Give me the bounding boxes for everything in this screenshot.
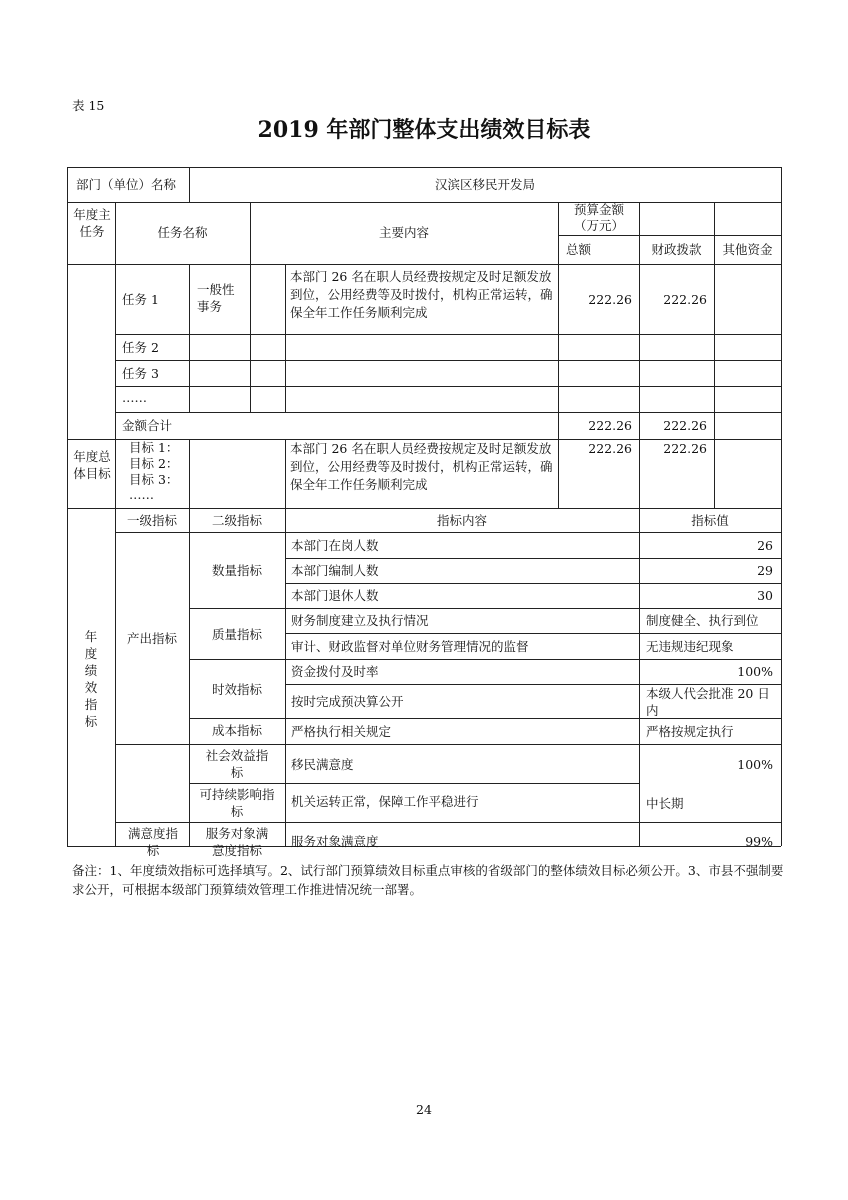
indicator-content: 本部门编制人数: [291, 563, 379, 578]
indicator-content: 移民满意度: [291, 757, 354, 772]
overall-fiscal: 222.26: [663, 441, 707, 456]
indicator-value: 26: [757, 538, 773, 553]
output-indicator-label: 产出指标: [126, 631, 177, 646]
goal-item: ……: [129, 487, 154, 502]
sum-total: 222.26: [588, 418, 632, 433]
goal-item: 目标 2：: [129, 456, 179, 471]
indicator-value: 100%: [737, 757, 773, 772]
timeliness-indicator-label: 时效指标: [211, 682, 262, 697]
task-name: 任务 3: [122, 366, 159, 381]
task-name-header: 任务名称: [157, 225, 208, 240]
indicator-content: 资金拨付及时率: [291, 664, 379, 679]
total-header: 总额: [566, 242, 592, 257]
indicator-content: 按时完成预决算公开: [291, 694, 404, 709]
indicator-value: 29: [757, 563, 773, 578]
indicator-content: 严格执行相关规定: [291, 724, 392, 739]
indicator-value: 制度健全、执行到位: [646, 613, 759, 628]
task-fiscal: 222.26: [663, 292, 707, 307]
sum-fiscal: 222.26: [663, 418, 707, 433]
footnote: 备注：1、年度绩效指标可选择填写。2、试行部门预算绩效目标重点审核的省级部门的整体绩效目标必须公开。3、市县不强制要求公开，可根据本级部门预算绩效管理工作推进情况统一部署。: [72, 863, 784, 897]
dept-label: 部门（单位）名称: [76, 177, 177, 192]
level1-header: 一级指标: [126, 513, 177, 528]
other-header: 其他资金: [722, 242, 773, 257]
task-content: 本部门 26 名在职人员经费按规定及时足额发放到位，公用经费等及时拨付，机构正常运转，确保全年工作任务顺利完成: [290, 269, 553, 320]
value-header: 指标值: [691, 513, 729, 528]
indicator-content: 本部门在岗人数: [291, 538, 379, 553]
task-name: ……: [122, 390, 147, 405]
indicator-content: 财务制度建立及执行情况: [291, 613, 429, 628]
indicator-value: 无违规违纪现象: [646, 639, 734, 654]
overall-goal-label: 年度总体目标: [73, 449, 111, 481]
content-header: 指标内容: [436, 513, 487, 528]
quality-indicator-label: 质量指标: [211, 627, 262, 642]
indicator-value: 本级人代会批准 20 日内: [646, 686, 770, 718]
dept-name: 汉滨区移民开发局: [434, 177, 535, 192]
overall-content: 本部门 26 名在职人员经费按规定及时足额发放到位，公用经费等及时拨付，机构正常运转，确保全年工作任务顺利完成: [290, 441, 553, 492]
task-type: 一般性事务: [197, 282, 235, 314]
sustainability-label: 可持续影响指标: [199, 787, 275, 819]
indicator-value: 中长期: [646, 796, 684, 811]
task-name: 任务 2: [122, 340, 159, 355]
indicator-value: 严格按规定执行: [646, 724, 734, 739]
page-title: 2019 年部门整体支出绩效目标表: [257, 117, 591, 143]
social-benefit-label: 社会效益指标: [205, 748, 269, 780]
service-satisfaction-label: 服务对象满意度指标: [205, 826, 269, 858]
overall-total: 222.26: [588, 441, 632, 456]
sum-label: 金额合计: [122, 418, 173, 433]
level2-header: 二级指标: [211, 513, 262, 528]
indicator-content: 服务对象满意度: [291, 834, 379, 849]
quantity-indicator-label: 数量指标: [211, 563, 262, 578]
indicator-value: 99%: [745, 834, 773, 849]
main-content-header: 主要内容: [378, 225, 429, 240]
satisfaction-indicator-label: 满意度指标: [128, 826, 179, 858]
indicator-value: 100%: [737, 664, 773, 679]
indicator-value: 30: [757, 588, 773, 603]
indicator-section-label: 年度绩效指标: [84, 629, 98, 729]
task-total: 222.26: [588, 292, 632, 307]
goal-item: 目标 1：: [129, 440, 179, 455]
table-number: 表 15: [72, 98, 105, 113]
page-number: 24: [416, 1102, 432, 1117]
fiscal-header: 财政拨款: [651, 242, 702, 257]
budget-header: 预算金额（万元）: [573, 202, 624, 233]
annual-task-header: 年度主任务: [73, 207, 111, 239]
task-name: 任务 1: [122, 292, 159, 307]
indicator-content: 机关运转正常，保障工作平稳进行: [291, 794, 479, 809]
goal-item: 目标 3：: [129, 472, 179, 487]
cost-indicator-label: 成本指标: [211, 723, 262, 738]
indicator-content: 审计、财政监督对单位财务管理情况的监督: [291, 639, 529, 654]
indicator-content: 本部门退休人数: [291, 588, 379, 603]
